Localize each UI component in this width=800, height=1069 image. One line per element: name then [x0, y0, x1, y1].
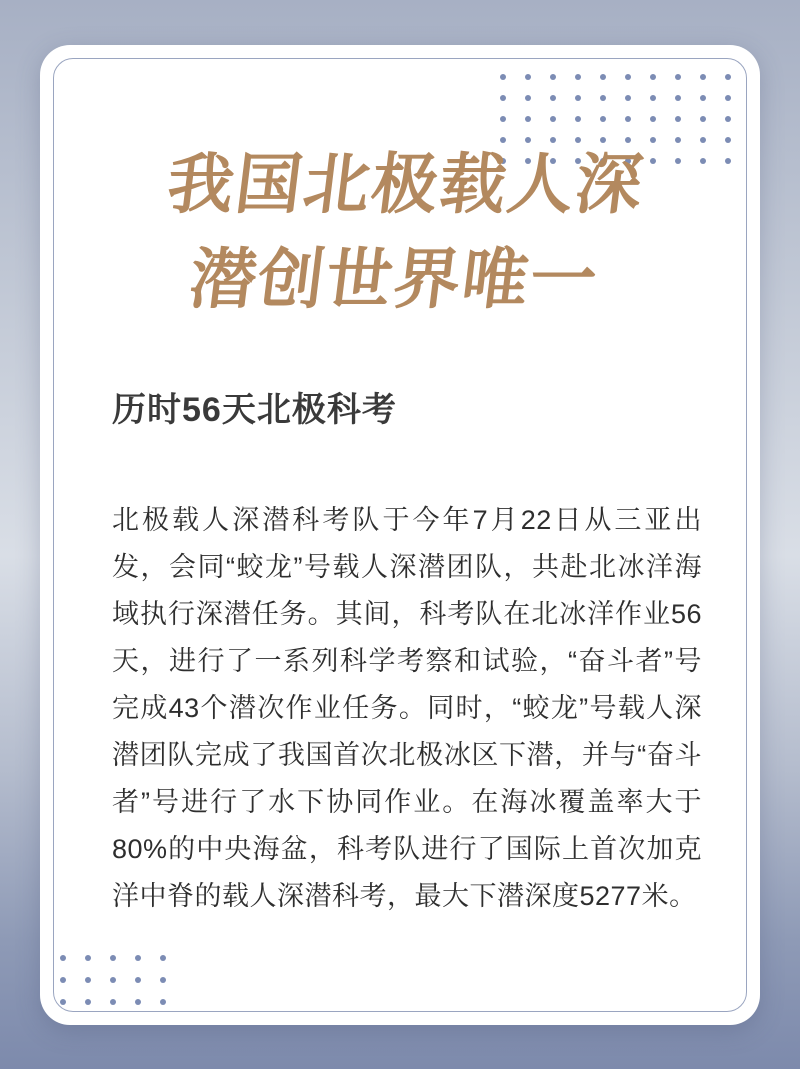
main-title-line-1: 我国北极载人深: [163, 147, 649, 221]
dot-icon: [135, 999, 141, 1005]
dot-icon: [700, 74, 706, 80]
dot-icon: [160, 999, 166, 1005]
dot-icon: [650, 74, 656, 80]
dot-icon: [725, 74, 731, 80]
dot-icon: [575, 95, 581, 101]
dot-icon: [160, 977, 166, 983]
dot-icon: [110, 999, 116, 1005]
dot-icon: [60, 955, 66, 961]
dot-icon: [160, 955, 166, 961]
content-card: [40, 45, 760, 1025]
main-title: [28, 137, 771, 327]
dot-icon: [110, 977, 116, 983]
dot-icon: [700, 95, 706, 101]
dot-icon: [550, 95, 556, 101]
dot-icon: [500, 95, 506, 101]
dot-icon: [135, 955, 141, 961]
dot-icon: [525, 116, 531, 122]
dot-icon: [600, 95, 606, 101]
dot-icon: [625, 95, 631, 101]
dot-icon: [575, 74, 581, 80]
dot-icon: [625, 74, 631, 80]
dot-icon: [85, 999, 91, 1005]
dot-icon: [500, 116, 506, 122]
article-body: 北极载人深潜科考队于今年7月22日从三亚出发，会同“蛟龙”号载人深潜团队，共赴北冰洋海域执行深潜任务。其间，科考队在北冰洋作业56天，进行了一系列科学考察和试验，“奋斗者”号完成43个潜次作业任务。同时，“蛟龙”号载人深潜团队完成了我国首次北极冰区下潜，并与“奋斗者”号进行了水下协同作业。在海冰覆盖率大于80%的中央海盆，科考队进行了国际上首次加克洋中脊的载人深潜科考，最大下潜深度5277米。: [112, 505, 702, 911]
dot-icon: [85, 955, 91, 961]
dot-icon: [675, 95, 681, 101]
dot-icon: [600, 116, 606, 122]
dot-icon: [675, 74, 681, 80]
dot-icon: [675, 116, 681, 122]
dot-icon: [500, 74, 506, 80]
dot-icon: [650, 95, 656, 101]
dot-icon: [625, 116, 631, 122]
dot-icon: [725, 116, 731, 122]
dot-icon: [525, 74, 531, 80]
dot-icon: [60, 999, 66, 1005]
dot-icon: [650, 116, 656, 122]
dot-icon: [110, 955, 116, 961]
section-subtitle: 历时56天北极科考: [112, 391, 397, 429]
dot-icon: [85, 977, 91, 983]
dot-icon: [550, 116, 556, 122]
dot-icon: [525, 95, 531, 101]
dot-icon: [60, 977, 66, 983]
dot-icon: [550, 74, 556, 80]
dot-icon: [725, 95, 731, 101]
dot-icon: [700, 116, 706, 122]
dot-icon: [575, 116, 581, 122]
dot-grid-decoration-bottom-left: [60, 955, 166, 1005]
dot-icon: [135, 977, 141, 983]
main-title-line-2: 潜创世界唯一: [185, 242, 603, 316]
dot-icon: [600, 74, 606, 80]
